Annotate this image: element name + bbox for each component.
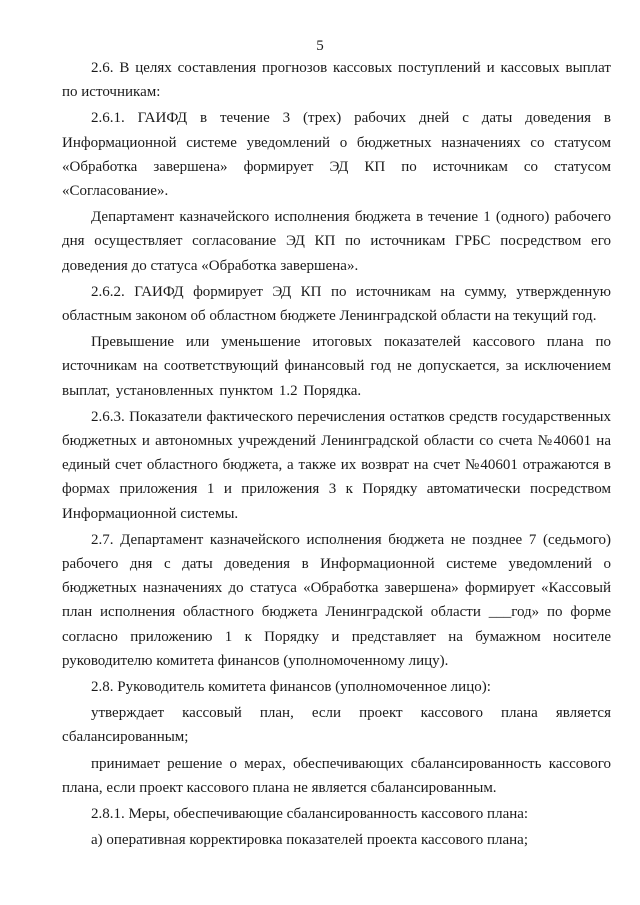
paragraph-2-6: 2.6. В целях составления прогнозов кассовых поступлений и кассовых выплат по источникам:: [62, 60, 611, 101]
paragraph-excess-reduction: Превышение или уменьшение итоговых показателей кассового плана по источникам на соответствующий финансовый год не допускается, за исключением выплат, установленных пунктом 1.2 Порядка.: [62, 334, 611, 399]
page-number: 5: [316, 38, 324, 54]
paragraph-2-6-1: 2.6.1. ГАИФД в течение 3 (трех) рабочих дней с даты доведения в Информационной системе уведомлений о бюджетных назначениях со статусом «Обработка завершена» формирует ЭД КП по источникам со статусом «Согласование».: [62, 110, 611, 200]
paragraph-department-approval: Департамент казначейского исполнения бюджета в течение 1 (одного) рабочего дня осуществляет согласование ЭД КП по источникам ГРБС посредством его доведения до статуса «Обработка завершена».: [62, 209, 611, 274]
paragraph-2-8-1: 2.8.1. Меры, обеспечивающие сбалансированность кассового плана:: [91, 806, 529, 823]
document-body: [62, 56, 611, 855]
paragraph-balance-decision: принимает решение о мерах, обеспечивающих сбалансированность кассового плана, если проект кассового плана не является сбалансированным.: [62, 755, 611, 796]
paragraph-2-6-2: 2.6.2. ГАИФД формирует ЭД КП по источникам на сумму, утвержденную областным законом об областном бюджете Ленинградской области на текущий год.: [62, 283, 611, 325]
paragraph-approves-plan: утверждает кассовый план, если проект кассового плана является сбалансированным;: [62, 705, 611, 746]
paragraph-2-8: 2.8. Руководитель комитета финансов (уполномоченное лицо):: [91, 679, 491, 696]
paragraph-2-7: 2.7. Департамент казначейского исполнения бюджета не позднее 7 (седьмого) рабочего дня с даты доведения в Информационной системе уведомлений о бюджетных назначениях до статуса «Обработка завершена» формирует «Кассовый план исполнения областного бюджета Ленинградской области ___год» по форме согласно приложению 1 к Порядку и представляет на бумажном носителе руководителю комитета финансов (уполномоченному лицу).: [62, 531, 611, 669]
paragraph-item-a: а) оперативная корректировка показателей проекта кассового плана;: [91, 832, 529, 849]
paragraph-2-6-3: 2.6.3. Показатели фактического перечисления остатков средств государственных бюджетных и автономных учреждений Ленинградской области со счета №40601 на единый счет областного бюджета, а также их возврат на счет №40601 отражаются в формах приложения 1 и приложения 3 к Порядку автоматически посредством Информационной системы.: [62, 408, 611, 522]
